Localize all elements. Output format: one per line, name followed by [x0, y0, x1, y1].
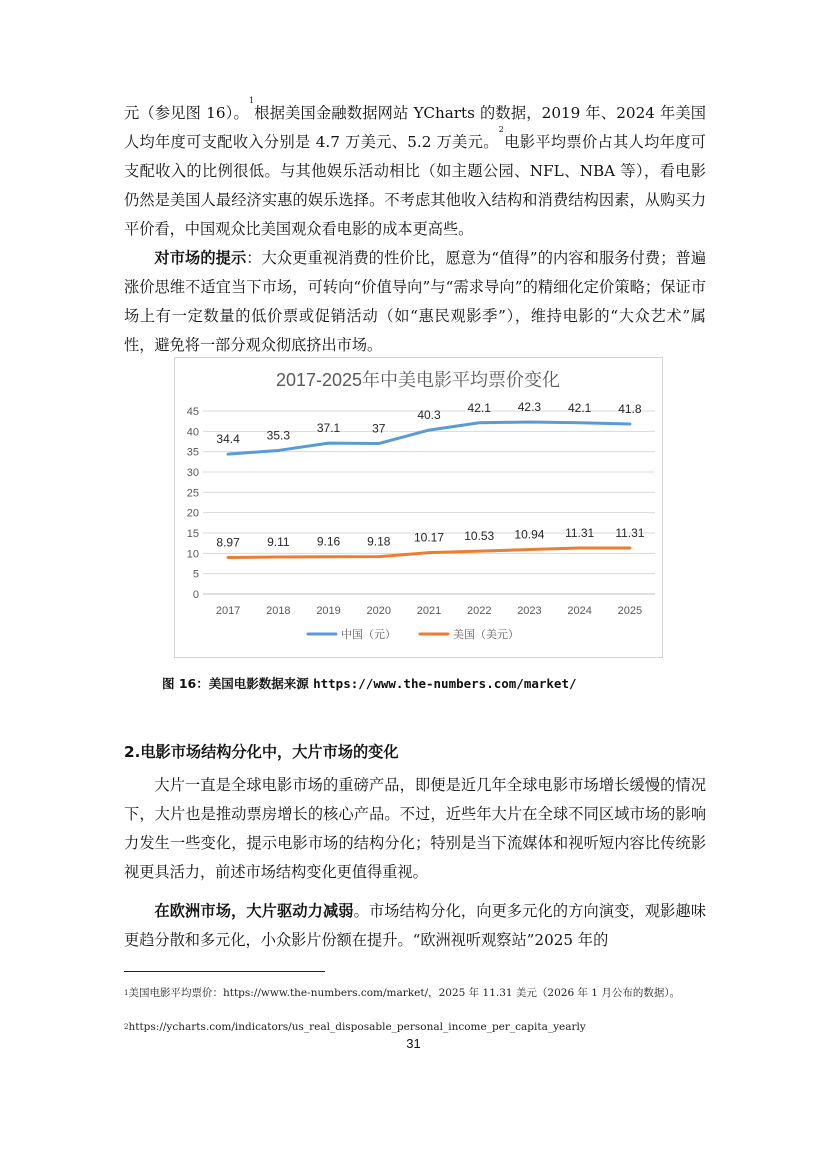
y-tick-label: 0 — [192, 589, 199, 601]
data-label: 8.97 — [216, 535, 240, 550]
x-tick-label: 2021 — [416, 605, 442, 617]
y-tick-label: 10 — [186, 548, 199, 561]
series-line-usa — [228, 548, 630, 558]
data-label: 9.11 — [267, 534, 290, 549]
legend-label: 美国（美元） — [453, 629, 519, 641]
ticket-price-chart — [174, 357, 663, 658]
x-tick-label: 2019 — [316, 605, 341, 617]
x-tick-label: 2022 — [466, 605, 492, 617]
data-label: 42.1 — [567, 400, 592, 415]
footnote-1-mark: 1 — [124, 989, 129, 997]
data-label: 37.1 — [316, 421, 341, 436]
footnote-2 — [124, 1019, 709, 1036]
data-label: 11.31 — [615, 526, 645, 541]
footnote-ref-2[interactable]: 2 — [498, 125, 504, 134]
data-label: 34.4 — [216, 432, 240, 447]
p1-text-a: 元（参见图 16）。 — [124, 104, 249, 122]
market-hint-text: ：大众更重视消费的性价比，愿意为“值得”的内容和服务付费；普遍涨价思维不适宜当下市场，可转向“价值导向”与“需求导向”的精细化定价策略；保证市场上有一定数量的低价票或促销活动（如“惠民观影季”），维持电影的“大众艺术”属性，避免将一部分观众彻底挤出市场。 — [124, 249, 707, 354]
y-tick-label: 45 — [186, 406, 199, 418]
y-tick-label: 5 — [192, 568, 199, 581]
data-label: 11.31 — [565, 526, 595, 541]
figure-caption — [162, 674, 577, 692]
data-label: 10.17 — [413, 530, 445, 545]
data-label: 40.3 — [417, 408, 441, 423]
data-label: 35.3 — [266, 428, 291, 443]
data-label: 42.3 — [517, 399, 542, 414]
data-label: 41.8 — [618, 402, 642, 417]
footnote-2-text[interactable]: https://ycharts.com/indicators/us_real_disposable_personal_income_per_capita_yearly — [128, 1021, 586, 1033]
x-tick-label: 2017 — [215, 605, 241, 617]
y-tick-label: 25 — [186, 487, 199, 500]
chart-title: 2017-2025年中美电影平均票价变化 — [275, 370, 561, 390]
chart-svg — [175, 358, 662, 657]
paragraph-blockbusters: 大片一直是全球电影市场的重磅产品，即便是近几年全球电影市场增长缓慢的情况下，大片也是推动票房增长的核心产品。不过，近些年大片在全球不同区域市场的影响力发生一些变化，提示电影市场的结构分化；特别是当下流媒体和视听短内容比传统影视更具活力，前述市场结构变化更值得重视。 — [124, 776, 706, 881]
data-label: 37 — [372, 421, 386, 436]
x-tick-label: 2025 — [617, 605, 643, 617]
data-label: 9.16 — [316, 534, 341, 549]
x-tick-label: 2023 — [517, 605, 542, 617]
p1-text-c: 电影平均票价占其人均年度可支配收入的比例很低。与其他娱乐活动相比（如主题公园、NFL、NBA 等），看电影仍然是美国人最经济实惠的娱乐选择。不考虑其他收入结构和消费结构因素，从购买力平价看，中国观众比美国观众看电影的成本更高些。 — [124, 133, 706, 238]
y-tick-label: 35 — [186, 446, 199, 459]
chart-legend — [308, 627, 519, 641]
footnote-divider — [124, 971, 325, 972]
paragraph-europe — [124, 897, 706, 955]
y-tick-label: 40 — [186, 426, 199, 439]
data-label: 9.18 — [367, 534, 391, 549]
europe-text: 。市场结构分化，向更多元化的方向演变，观影趣味更趋分散和多元化，小众影片份额在提升。“欧洲视听观察站”2025 年的 — [124, 902, 707, 949]
p1-text-b: 根据美国金融数据网站 YCharts 的数据，2019 年、2024 年美国人均年度可支配收入分别是 4.7 万美元、5.2 万美元。 — [124, 104, 706, 151]
data-label: 42.1 — [467, 400, 491, 415]
paragraph-income — [124, 96, 706, 244]
figure-caption-label: 图 16：美国电影数据来源 — [162, 676, 314, 691]
y-tick-label: 20 — [186, 507, 199, 520]
paragraph-market-hint — [124, 244, 706, 360]
footnote-2-mark: 2 — [124, 1023, 129, 1031]
legend-label: 中国（元） — [341, 629, 396, 641]
data-label: 10.53 — [464, 529, 495, 544]
europe-label: 在欧洲市场，大片驱动力减弱 — [154, 902, 354, 920]
x-axis-ticks — [216, 605, 642, 617]
figure-caption-url[interactable]: https://www.the-numbers.com/market/ — [313, 676, 577, 691]
page-number: 31 — [406, 1036, 421, 1051]
y-tick-label: 30 — [186, 467, 199, 479]
footnote-1-text: 美国电影平均票价：https://www.the-numbers.com/market/，2025 年 11.31 美元（2026 年 1 月公布的数据）。 — [128, 987, 681, 999]
data-label: 10.94 — [514, 527, 545, 542]
section-heading: 2.电影市场结构分化中，大片市场的变化 — [124, 743, 399, 761]
footnote-ref-1[interactable]: 1 — [248, 96, 255, 105]
y-tick-label: 15 — [186, 528, 199, 540]
footnote-1 — [124, 985, 709, 1002]
y-axis-ticks — [187, 406, 199, 601]
x-tick-label: 2024 — [567, 605, 592, 617]
x-tick-label: 2018 — [266, 605, 291, 617]
x-tick-label: 2020 — [366, 605, 392, 617]
market-hint-label: 对市场的提示 — [154, 249, 247, 267]
